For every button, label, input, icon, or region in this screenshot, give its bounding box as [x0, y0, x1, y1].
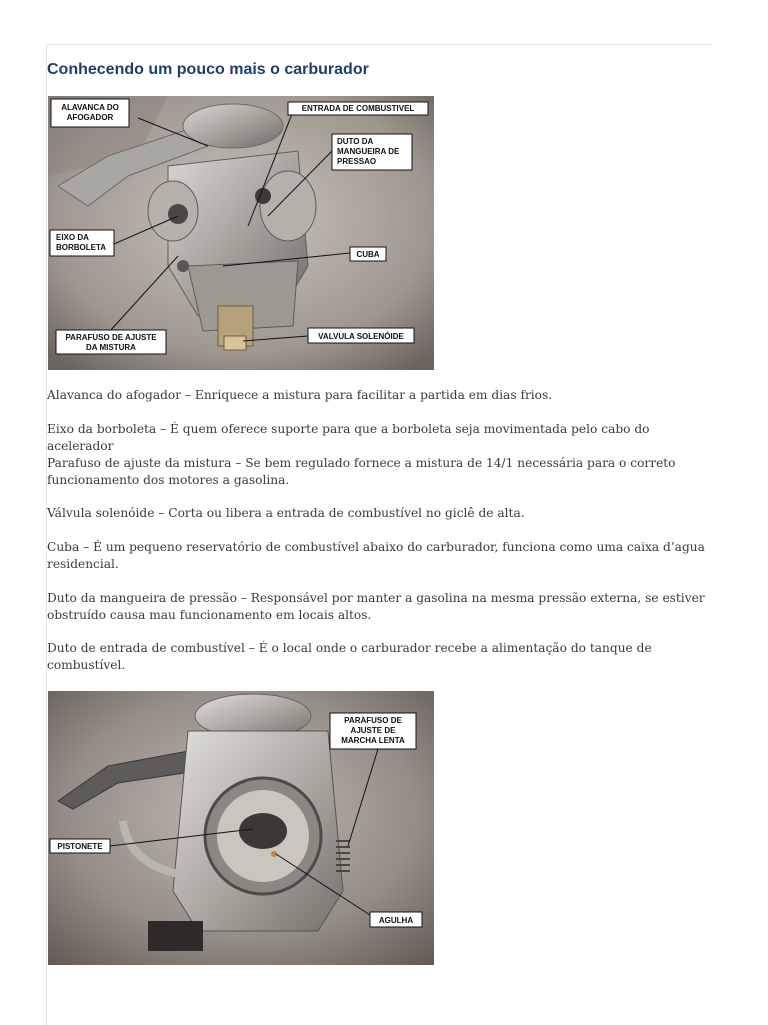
svg-text:ALAVANCA DO: ALAVANCA DO [61, 103, 119, 112]
svg-text:DA MISTURA: DA MISTURA [86, 343, 136, 352]
label-pistonete [50, 839, 110, 853]
svg-text:DUTO DA: DUTO DA [337, 137, 374, 146]
svg-text:VALVULA SOLENÓIDE: VALVULA SOLENÓIDE [318, 332, 404, 341]
desc-cuba: Cuba – É um pequeno reservatório de combustível abaixo do carburador, funciona como uma caixa d’agua residencial. [47, 540, 705, 571]
svg-text:MARCHA LENTA: MARCHA LENTA [341, 736, 405, 745]
label-agulha [370, 912, 422, 927]
desc-eixo-borboleta: Eixo da borboleta – É quem oferece suporte para que a borboleta seja movimentada pelo cabo do acelerador [47, 422, 650, 453]
desc-alavanca-afogador: Alavanca do afogador – Enriquece a mistura para facilitar a partida em dias frios. [47, 388, 553, 402]
svg-text:PARAFUSO DE AJUSTE: PARAFUSO DE AJUSTE [65, 333, 157, 342]
svg-text:CUBA: CUBA [356, 250, 380, 259]
desc-duto-mangueira: Duto da mangueira de pressão – Responsável por manter a gasolina na mesma pressão externa, se estiver obstruído causa mau funcionamento em locais altos. [47, 591, 705, 622]
desc-parafuso-mistura: Parafuso de ajuste da mistura – Se bem regulado fornece a mistura de 14/1 necessária para o correto funcionamento dos motores a gasolina. [47, 456, 676, 487]
desc-valvula-solenoide: Válvula solenóide – Corta ou libera a entrada de combustível no giclê de alta. [47, 506, 525, 520]
page-title: Conhecendo um pouco mais o carburador [47, 61, 369, 78]
label-entrada-combustivel [288, 102, 428, 115]
carburetor-photo-2 [48, 691, 434, 965]
label-eixo-borboleta [50, 230, 114, 256]
svg-text:ENTRADA DE COMBUSTIVEL: ENTRADA DE COMBUSTIVEL [301, 104, 415, 113]
label-valvula-solenoide [308, 328, 414, 343]
svg-text:EIXO DA: EIXO DA [56, 233, 89, 242]
label-alavanca-afogador [51, 99, 129, 127]
svg-text:AJUSTE DE: AJUSTE DE [350, 726, 396, 735]
label-parafuso-marcha-lenta [330, 713, 416, 749]
label-duto-mangueira [332, 134, 412, 170]
label-cuba [350, 247, 386, 261]
carburetor-photo-1 [48, 96, 434, 370]
svg-text:PISTONETE: PISTONETE [57, 842, 103, 851]
article [46, 44, 713, 1025]
label-parafuso-mistura [56, 330, 166, 354]
svg-text:MANGUEIRA DE: MANGUEIRA DE [337, 147, 400, 156]
svg-text:AFOGADOR: AFOGADOR [66, 113, 114, 122]
svg-text:PARAFUSO DE: PARAFUSO DE [344, 716, 402, 725]
svg-text:PRESSAO: PRESSAO [337, 157, 377, 166]
svg-text:BORBOLETA: BORBOLETA [56, 243, 107, 252]
desc-duto-entrada: Duto de entrada de combustível – É o local onde o carburador recebe a alimentação do tanque de combustível. [47, 641, 652, 672]
svg-text:AGULHA: AGULHA [378, 916, 414, 925]
